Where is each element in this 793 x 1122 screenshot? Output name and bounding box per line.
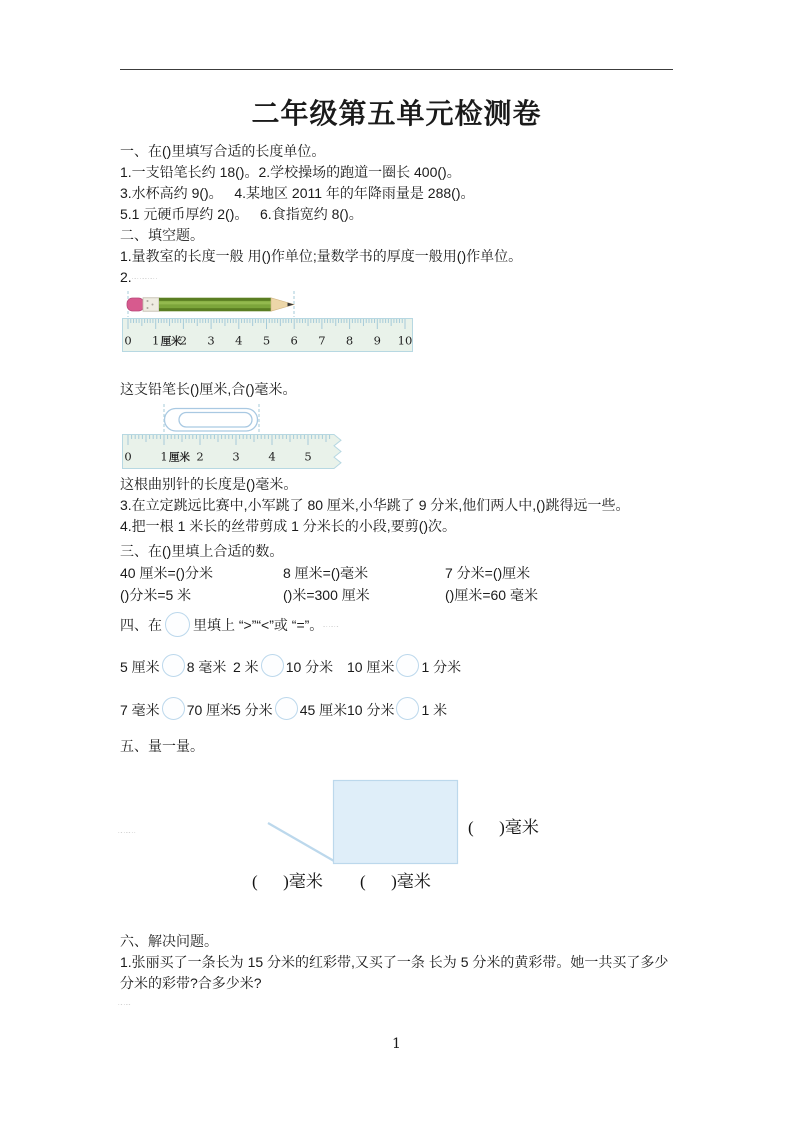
conversion-item: 8 厘米=()毫米 [283, 565, 369, 581]
ruler-number: 4 [268, 449, 276, 464]
fine-print-watermark: ‐··‐·‐ [323, 624, 340, 630]
item2-number: 2. [120, 269, 132, 285]
section-one-line: 3.水杯高约 9()。 4.某地区 2011 年的年降雨量是 288()。 [120, 185, 475, 201]
section-six-problem: 1.张丽买了一条长为 15 分米的红彩带,又买了一条 长为 5 分米的黄彩带。她一共买了多少分米的彩带?合多少米? [120, 954, 669, 991]
section-one-line: 1.一支铅笔长约 18()。2.学校操场的跑道一圈长 400()。 [120, 164, 461, 180]
ruler-unit-label: 厘米 [169, 451, 190, 464]
section-three-heading: 三、在()里填上合适的数。 [120, 543, 284, 559]
ruler-unit-label: 厘米 [160, 335, 182, 348]
ruler-number: 5 [262, 333, 271, 348]
section-two-item1: 1.量教室的长度一般 用()作单位;量数学书的厚度一般用()作单位。 [120, 248, 523, 264]
ruler-number: 2 [196, 449, 204, 464]
comparison-group: 7 毫米 70 厘米 [120, 697, 233, 720]
page-title: 二年级第五单元检测卷 [251, 98, 542, 129]
clip-ruler-figure [122, 404, 362, 471]
comparison-group: 10 厘米 1 分米 [347, 654, 673, 677]
section-four-heading: 四、在 里填上 “>”“<”或 “=”。‐··‐·‐ [120, 612, 673, 641]
comparison-row [120, 654, 673, 677]
fine-print-watermark: ·‐·‐‐·· [118, 830, 137, 836]
paper-clip-illustration [165, 409, 258, 432]
comparison-circle [396, 697, 419, 720]
conversion-item: ()厘米=60 毫米 [445, 587, 538, 603]
ruler-number: 5 [304, 449, 312, 464]
conversion-item: 40 厘米=()分米 [120, 565, 213, 581]
ruler-number: 6 [290, 333, 298, 348]
ruler-number: 1 [160, 449, 168, 464]
conversion-row [120, 562, 673, 584]
header-rule [120, 69, 673, 70]
comparison-group: 2 米 10 分米 [233, 654, 347, 677]
section-two-item3: 3.在立定跳远比赛中,小军跳了 80 厘米,小华跳了 9 分米,他们两人中,()跳得远一些。 [120, 497, 630, 513]
comparison-circle [165, 612, 190, 637]
pencil-ferrule [143, 298, 159, 311]
section-six-heading: 六、解决问题。 [120, 933, 218, 949]
ruler-number: 4 [235, 333, 243, 348]
fine-print-watermark: ·‐··‐‐·‐·· [131, 276, 159, 282]
section-one-heading: 一、在()里填写合适的长度单位。 [120, 143, 326, 159]
measure-rectangle [334, 781, 458, 864]
pencil-question: 这支铅笔长()厘米,合()毫米。 [120, 381, 297, 397]
conversion-item: ()分米=5 米 [120, 587, 192, 603]
ruler-number: 2 [179, 333, 188, 348]
comparison-row [120, 697, 673, 720]
ruler-number: 7 [318, 333, 326, 348]
section-five-heading: 五、量一量。 [120, 738, 204, 754]
comparison-circle [396, 654, 419, 677]
pencil-eraser [127, 298, 144, 311]
comparison-circle [275, 697, 298, 720]
ruler-number: 1 [152, 333, 160, 348]
page-number: 1 [392, 1036, 401, 1052]
clip-question: 这根曲别针的长度是()毫米。 [120, 476, 298, 492]
section-two-item2 [120, 267, 673, 290]
measure-label-bottom-right: ( )毫米 [360, 872, 431, 891]
ruler-number: 0 [124, 449, 132, 464]
section-one-line: 5.1 元硬币厚约 2()。 6.食指宽约 8()。 [120, 206, 363, 222]
measure-line-segment [268, 823, 334, 861]
ruler-number: 9 [373, 333, 381, 348]
measure-label-bottom-left: ( )毫米 [252, 872, 323, 891]
ruler-number: 3 [232, 449, 240, 464]
conversion-row [120, 584, 673, 606]
fine-print-watermark: ·‐·‐‐ [118, 1002, 132, 1008]
comparison-circle [162, 697, 185, 720]
ruler-number: 10 [397, 333, 413, 348]
ruler-number: 3 [207, 333, 215, 348]
pencil-ruler-figure [122, 290, 414, 353]
ruler-number: 0 [124, 333, 132, 348]
comparison-group: 10 分米 1 米 [347, 697, 673, 720]
ruler-number: 8 [345, 333, 354, 348]
pencil-illustration [127, 298, 294, 311]
measure-figure [120, 769, 673, 895]
comparison-group: 5 分米 45 厘米 [233, 697, 347, 720]
comparison-group: 5 厘米 8 毫米 [120, 654, 233, 677]
conversion-item: 7 分米=()厘米 [445, 565, 531, 581]
conversion-item: ()米=300 厘米 [283, 587, 370, 603]
section-two-heading: 二、填空题。 [120, 227, 204, 243]
comparison-circle [162, 654, 185, 677]
measure-label-right: ( )毫米 [468, 818, 539, 837]
section-two-item4: 4.把一根 1 米长的丝带剪成 1 分米长的小段,要剪()次。 [120, 518, 457, 534]
pencil-graphite-tip [288, 303, 295, 307]
comparison-circle [261, 654, 284, 677]
